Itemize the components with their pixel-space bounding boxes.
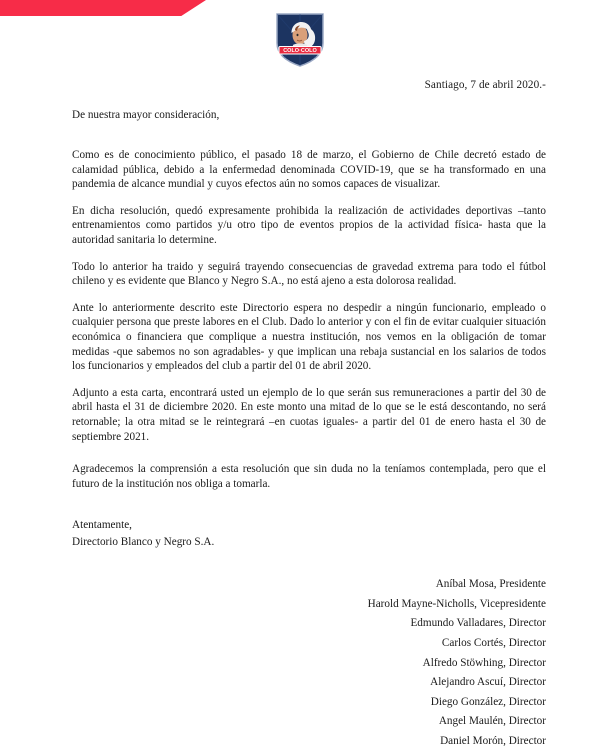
paragraph-6: Agradecemos la comprensión a esta resolución que sin duda no la teníamos contemplada, pero que el futuro de la institución nos obliga a tomarla. bbox=[72, 463, 546, 490]
letter-body bbox=[72, 78, 546, 752]
paragraph-1: Como es de conocimiento público, el pasado 18 de marzo, el Gobierno de Chile decretó estado de calamidad pública, debido a la enfermedad denominada COVID-19, que se ha transformado en una pandemia de alcance mundial y cuyos efectos aún no somos capaces de visualizar. bbox=[72, 149, 546, 191]
closing-salutation: Atentamente, bbox=[72, 519, 132, 532]
crest-container bbox=[0, 12, 600, 70]
paragraph-4: Ante lo anteriormente descrito este Directorio espera no despedir a ningún funcionario, empleado o cualquier persona que preste labores en el Club. Dado lo anterior y con el fin de evitar cualquier situación económica o financiera que complique a nuestra institución, nos vemos en la obligación de tomar medidas -que sabemos no son agradables- y que implican una rebaja sustancial en los salarios de todos los funcionarios y empleados del club a partir del 01 de abril 2020. bbox=[72, 301, 546, 373]
signature-director-3: Alfredo Stöwhing, Director bbox=[422, 656, 546, 669]
signature-vicepresident: Harold Mayne-Nicholls, Vicepresidente bbox=[367, 597, 546, 610]
signature-director-7: Daniel Morón, Director bbox=[440, 735, 546, 748]
signature-director-5: Diego González, Director bbox=[430, 695, 546, 708]
signature-director-2: Carlos Cortés, Director bbox=[441, 637, 546, 650]
paragraph-5: Adjunto a esta carta, encontrará usted un ejemplo de lo que serán sus remuneraciones a partir del 30 de abril hasta el 31 de diciembre 2020. En este monto una mitad de lo que se le está descontando, no será retornable; la otra mitad se le reintegrará –en cuotas iguales- a partir del 01 de enero hasta el 30 de septiembre 2021. bbox=[72, 386, 546, 443]
signature-president: Aníbal Mosa, Presidente bbox=[435, 578, 546, 591]
signature-director-1: Edmundo Valladares, Director bbox=[410, 617, 546, 630]
signature-director-4: Alejandro Ascuí, Director bbox=[430, 676, 546, 689]
paragraph-2: En dicha resolución, quedó expresamente prohibida la realización de actividades deportivas –tanto entrenamientos como partidos y/u otro tipo de eventos propios de la actividad física- hasta que la autoridad sanitaria lo determine. bbox=[72, 204, 546, 246]
colo-colo-crest-icon bbox=[275, 12, 325, 68]
letter-closing bbox=[72, 517, 546, 551]
signature-director-6: Angel Maulén, Director bbox=[438, 715, 546, 728]
signature-list bbox=[72, 575, 546, 751]
crest-club-name: COLO·COLO bbox=[283, 48, 317, 54]
letter-salutation: De nuestra mayor consideración, bbox=[72, 109, 220, 121]
paragraph-3: Todo lo anterior ha traido y seguirá trayendo consecuencias de gravedad extrema para todo el fútbol chileno y es evidente que Blanco y Negro S.A., no está ajeno a esta dolorosa realidad. bbox=[72, 260, 546, 288]
letter-date: Santiago, 7 de abril 2020.- bbox=[424, 79, 546, 91]
closing-signer: Directorio Blanco y Negro S.A. bbox=[72, 536, 215, 549]
